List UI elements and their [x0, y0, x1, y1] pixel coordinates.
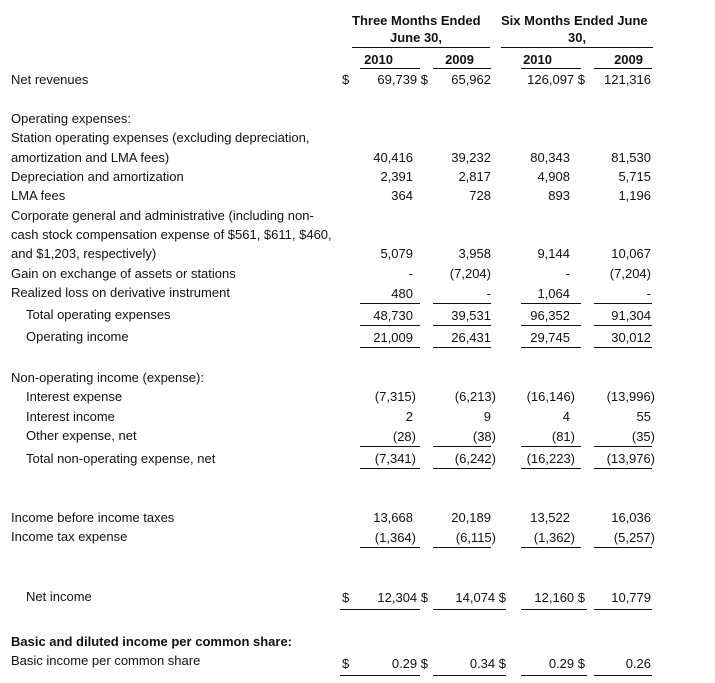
- row-label: Total non-operating expense, net: [26, 451, 216, 466]
- total-rule: [433, 468, 491, 469]
- year-underline: [521, 68, 581, 69]
- cell-value: (1,362): [533, 530, 575, 545]
- cell-value: 364: [391, 188, 413, 203]
- section-heading: Operating expenses:: [11, 111, 131, 126]
- header-six-months-line1: Six Months Ended June: [501, 13, 648, 28]
- cell-value: 69,739 $: [377, 72, 428, 87]
- cell-value: 728: [469, 188, 491, 203]
- cell-value: (6,213): [454, 389, 496, 404]
- row-label: Gain on exchange of assets or stations: [11, 266, 236, 281]
- cell-value: -: [565, 266, 570, 281]
- total-rule: [521, 609, 587, 610]
- cell-value: (6,115): [455, 530, 496, 545]
- cell-value: (28): [392, 429, 416, 444]
- cell-value: (6,242): [454, 451, 496, 466]
- cell-value: 91,304: [611, 308, 651, 323]
- subtotal-rule: [360, 325, 420, 326]
- subtotal-rule: [433, 547, 491, 548]
- cell-value: 12,160 $: [534, 590, 585, 605]
- row-label: Income tax expense: [11, 529, 128, 544]
- cell-value: 30,012: [611, 330, 651, 345]
- total-rule: [340, 675, 420, 676]
- row-label: Interest expense: [26, 389, 123, 404]
- total-rule: [521, 347, 581, 348]
- cell-value: -: [646, 286, 651, 301]
- subtotal-rule: [521, 325, 581, 326]
- cell-value: 81,530: [611, 150, 651, 165]
- subtotal-rule: [360, 303, 420, 304]
- row-label: Basic income per common share: [11, 653, 201, 668]
- cell-value: (13,976): [606, 451, 655, 466]
- year-underline: [594, 68, 652, 69]
- cell-value: 21,009: [373, 330, 413, 345]
- row-label: Other expense, net: [26, 428, 137, 443]
- cell-value: 4,908: [537, 169, 570, 184]
- cell-value: 20,189: [451, 510, 491, 525]
- cell-value: 26,431: [451, 330, 491, 345]
- year-header: 2009: [445, 52, 474, 67]
- cell-value: 9: [483, 409, 491, 424]
- total-rule: [594, 468, 652, 469]
- cell-value: (16,146): [526, 389, 575, 404]
- year-header: 2010: [364, 52, 393, 67]
- total-rule: [433, 675, 506, 676]
- cell-value: 9,144: [537, 246, 570, 261]
- row-label: Corporate general and administrative (including non-: [11, 208, 314, 223]
- subtotal-rule: [521, 446, 581, 447]
- year-underline: [433, 68, 491, 69]
- cell-value: (35): [631, 429, 655, 444]
- cell-value: 10,067: [611, 246, 651, 261]
- cell-value: -: [408, 266, 413, 281]
- cell-value: (7,204): [449, 266, 491, 281]
- row-label: Net income: [26, 589, 92, 604]
- total-rule: [521, 468, 581, 469]
- subtotal-rule: [360, 547, 420, 548]
- row-label: Income before income taxes: [11, 510, 175, 525]
- cell-value: 126,097 $: [527, 72, 585, 87]
- total-rule: [594, 675, 652, 676]
- cell-value: 4: [562, 409, 570, 424]
- cell-value: 5,079: [380, 246, 413, 261]
- cell-value: 3,958: [458, 246, 491, 261]
- cell-value: 480: [391, 286, 413, 301]
- cell-value: 10,779: [611, 590, 651, 605]
- currency-symbol: $: [342, 72, 350, 87]
- cell-value: 2,391: [380, 169, 413, 184]
- currency-symbol: $: [342, 656, 350, 671]
- subtotal-rule: [521, 303, 581, 304]
- cell-value: 55: [636, 409, 651, 424]
- currency-symbol: $: [342, 590, 350, 605]
- cell-value: 80,343: [530, 150, 570, 165]
- row-label: LMA fees: [11, 188, 66, 203]
- cell-value: (7,204): [609, 266, 651, 281]
- cell-value: (38): [472, 429, 496, 444]
- subtotal-rule: [433, 303, 491, 304]
- cell-value: 48,730: [373, 308, 413, 323]
- cell-value: 5,715: [618, 169, 651, 184]
- cell-value: 16,036: [611, 510, 651, 525]
- cell-value: (7,315): [374, 389, 416, 404]
- cell-value: 13,668: [373, 510, 413, 525]
- row-label: Net revenues: [11, 72, 89, 87]
- subtotal-rule: [594, 547, 652, 548]
- cell-value: 121,316: [604, 72, 651, 87]
- cell-value: 2,817: [458, 169, 491, 184]
- cell-value: 13,522: [530, 510, 570, 525]
- cell-value: -: [486, 286, 491, 301]
- cell-value: (1,364): [374, 530, 416, 545]
- cell-value: 65,962: [451, 72, 491, 87]
- section-heading: Basic and diluted income per common share:: [11, 634, 293, 649]
- subtotal-rule: [360, 446, 420, 447]
- cell-value: 12,304 $: [377, 590, 428, 605]
- header-underline: [501, 47, 653, 48]
- total-rule: [340, 609, 420, 610]
- section-heading: Non-operating income (expense):: [11, 370, 204, 385]
- cell-value: 96,352: [530, 308, 570, 323]
- row-label: and $1,203, respectively): [11, 246, 157, 261]
- cell-value: 1,196: [618, 188, 651, 203]
- total-rule: [433, 347, 491, 348]
- total-rule: [360, 347, 420, 348]
- header-six-months-line2: 30,: [568, 30, 587, 45]
- cell-value: (81): [551, 429, 575, 444]
- subtotal-rule: [594, 325, 652, 326]
- header-underline: [352, 47, 490, 48]
- subtotal-rule: [594, 446, 652, 447]
- subtotal-rule: [433, 446, 491, 447]
- subtotal-rule: [521, 547, 581, 548]
- year-underline: [360, 68, 420, 69]
- cell-value: 14,074 $: [455, 590, 506, 605]
- total-rule: [594, 347, 652, 348]
- subtotal-rule: [594, 303, 652, 304]
- row-label: Depreciation and amortization: [11, 169, 184, 184]
- cell-value: (16,223): [526, 451, 575, 466]
- cell-value: 0.29 $: [548, 656, 585, 671]
- row-label: Realized loss on derivative instrument: [11, 285, 230, 300]
- subtotal-rule: [433, 325, 491, 326]
- cell-value: (7,341): [374, 451, 416, 466]
- cell-value: 0.26: [625, 656, 651, 671]
- total-rule: [594, 609, 652, 610]
- cell-value: (5,257): [613, 530, 655, 545]
- cell-value: 39,531: [451, 308, 491, 323]
- total-rule: [433, 609, 506, 610]
- year-header: 2009: [614, 52, 643, 67]
- row-label: Interest income: [26, 409, 115, 424]
- cell-value: 0.29 $: [391, 656, 428, 671]
- cell-value: 40,416: [373, 150, 413, 165]
- cell-value: (13,996): [606, 389, 655, 404]
- row-label: Operating income: [26, 329, 129, 344]
- cell-value: 0.34 $: [469, 656, 506, 671]
- cell-value: 893: [548, 188, 570, 203]
- header-three-months-line1: Three Months Ended: [352, 13, 481, 28]
- row-label: Total operating expenses: [26, 307, 171, 322]
- cell-value: 39,232: [451, 150, 491, 165]
- row-label: cash stock compensation expense of $561, $611, $460,: [11, 227, 332, 242]
- total-rule: [360, 468, 420, 469]
- cell-value: 2: [405, 409, 413, 424]
- header-three-months-line2: June 30,: [390, 30, 443, 45]
- cell-value: 1,064: [537, 286, 570, 301]
- year-header: 2010: [523, 52, 552, 67]
- total-rule: [521, 675, 587, 676]
- row-label: amortization and LMA fees): [11, 150, 170, 165]
- cell-value: 29,745: [530, 330, 570, 345]
- row-label: Station operating expenses (excluding depreciation,: [11, 130, 310, 145]
